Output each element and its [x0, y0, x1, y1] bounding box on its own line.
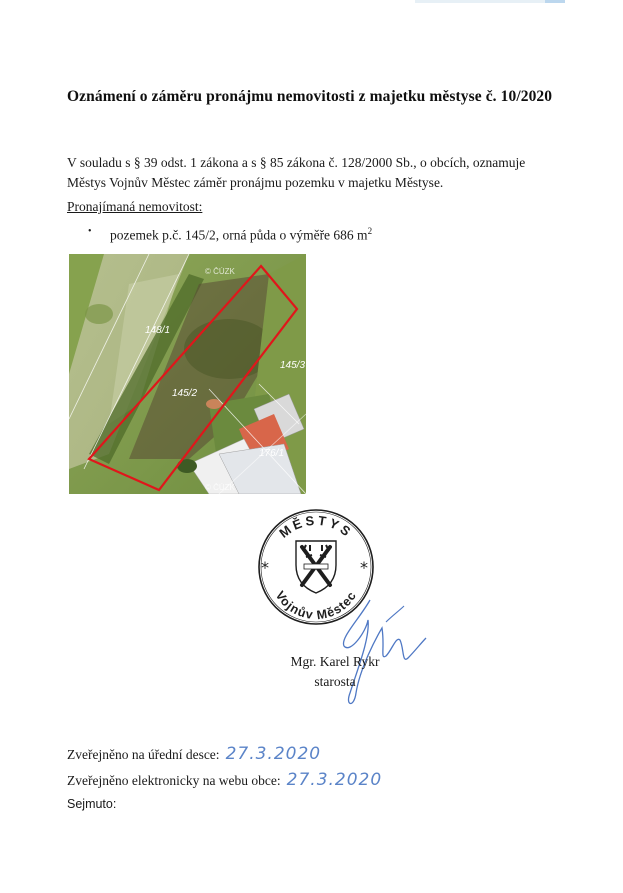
board-date: 27.3.2020: [225, 744, 322, 764]
shrub-3: [85, 304, 113, 324]
map-copyright-top: © ČÚZK: [205, 267, 235, 276]
scan-edge-mark-accent: [545, 0, 565, 3]
seal-bottom-textpath: Vojnův Městec: [272, 588, 360, 623]
board-publication: [67, 744, 321, 764]
document-title: Oznámení o záměru pronájmu nemovitosti z majetku městyse č. 10/2020: [67, 88, 553, 105]
signatory-name: Mgr. Karel Rykr: [290, 654, 380, 669]
property-item-sup: 2: [367, 226, 373, 236]
board-label: Zveřejněno na úřední desce:: [67, 747, 220, 762]
scan-edge-mark: [415, 0, 565, 3]
signatory-role: starosta: [314, 674, 356, 689]
web-publication: [67, 770, 382, 790]
coat-of-arms-icon: [296, 541, 336, 593]
removed-label: Sejmuto:: [67, 797, 117, 811]
signature-stroke-2: [386, 606, 404, 622]
map-label-176-1: 176/1: [259, 448, 285, 459]
seal-star-right: *: [360, 558, 368, 577]
map-label-145-2: 145/2: [172, 388, 198, 399]
bullet-icon: •: [88, 226, 92, 237]
seal-top-textpath: MĚSTYS: [276, 512, 356, 541]
property-heading: Pronajímaná nemovitost:: [67, 199, 203, 214]
intro-paragraph: V souladu s § 39 odst. 1 zákona a s § 85 zákona č. 128/2000 Sb., o obcích, oznamuje Městys Vojnův Městec záměr pronájmu pozemku v majetku Městyse.: [67, 155, 526, 190]
property-item: [110, 226, 372, 244]
signatory-block: [265, 652, 405, 692]
shield-band: [304, 564, 328, 569]
map-label-148-1: 148/1: [145, 325, 171, 336]
map-label-145-3: 145/3: [280, 360, 306, 371]
seal-star-left: *: [261, 558, 269, 577]
cadastral-map: [69, 254, 306, 494]
web-label: Zveřejněno elektronicky na webu obce:: [67, 773, 281, 788]
map-copyright-bottom: © ČÚZK: [205, 483, 235, 492]
property-item-text: pozemek p.č. 145/2, orná půda o výměře 686 m: [110, 227, 368, 243]
web-date: 27.3.2020: [286, 770, 383, 790]
